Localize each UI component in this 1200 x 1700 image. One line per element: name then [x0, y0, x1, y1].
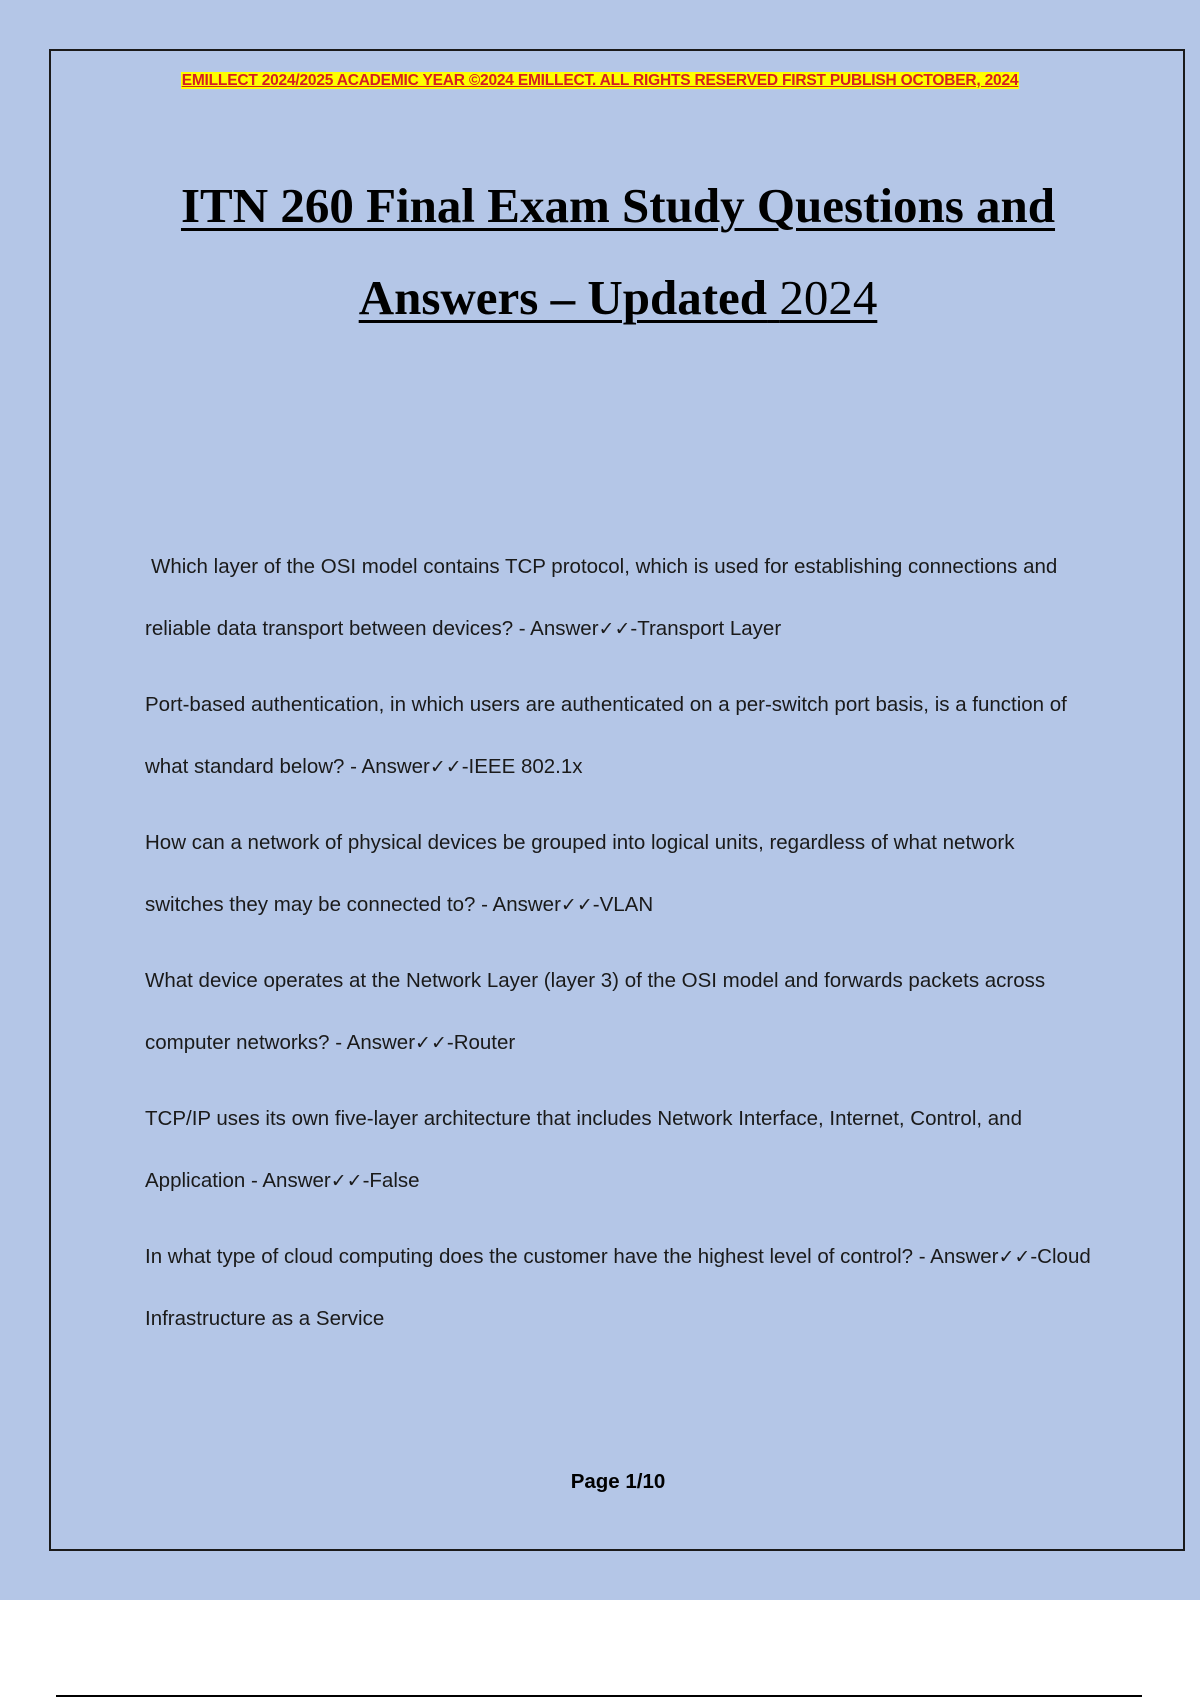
question-text: Port-based authentication, in which users are authenticated on a per-switch port basis, is a function of what standard below? - Answer — [145, 693, 1067, 778]
qa-item — [145, 950, 1095, 1074]
copyright-banner-text: EMILLECT 2024/2025 ACADEMIC YEAR ©2024 EMILLECT. ALL RIGHTS RESERVED FIRST PUBLISH OCTOBER, 2024 — [181, 72, 1019, 89]
double-check-icon: ✓✓ — [998, 1246, 1031, 1268]
question-text: TCP/IP uses its own five-layer architecture that includes Network Interface, Internet, Control, and Application - Answer — [145, 1107, 1022, 1192]
title-line-1: ITN 260 Final Exam Study Questions and — [180, 178, 1056, 233]
qa-item — [145, 812, 1095, 936]
double-check-icon: ✓✓ — [598, 618, 631, 640]
qa-list — [145, 536, 1095, 1364]
qa-item — [145, 674, 1095, 798]
qa-item — [145, 1226, 1095, 1350]
question-text: In what type of cloud computing does the customer have the highest level of control? - Answer — [145, 1245, 999, 1268]
answer-text: -Router — [446, 1031, 516, 1054]
double-check-icon: ✓✓ — [429, 756, 462, 778]
double-check-icon: ✓✓ — [560, 894, 593, 916]
question-text: Which layer of the OSI model contains TCP protocol, which is used for establishing connections and reliable data transport between devices? - Answer — [145, 555, 1058, 640]
double-check-icon: ✓✓ — [415, 1032, 447, 1054]
document-title — [0, 160, 1200, 344]
answer-text: -VLAN — [592, 893, 654, 916]
copyright-banner — [0, 72, 1200, 90]
qa-item — [145, 1088, 1095, 1212]
double-check-icon: ✓✓ — [330, 1170, 363, 1192]
page-number: Page 1/10 — [570, 1470, 666, 1493]
title-year: 2024 — [779, 270, 878, 325]
title-line-2: Answers – Updated — [358, 270, 768, 325]
question-text: What device operates at the Network Layer (layer 3) of the OSI model and forwards packets across computer networks? - Answer — [145, 969, 1046, 1054]
answer-text: -Cloud Infrastructure as a Service — [145, 1245, 1091, 1330]
answer-text: -False — [362, 1169, 420, 1192]
question-text: How can a network of physical devices be grouped into logical units, regardless of what network switches they may be connected to? - Answer — [145, 831, 1015, 916]
qa-item — [145, 536, 1095, 660]
answer-text: -Transport Layer — [630, 617, 782, 640]
next-page-divider — [56, 1695, 1142, 1697]
answer-text: -IEEE 802.1x — [461, 755, 583, 778]
